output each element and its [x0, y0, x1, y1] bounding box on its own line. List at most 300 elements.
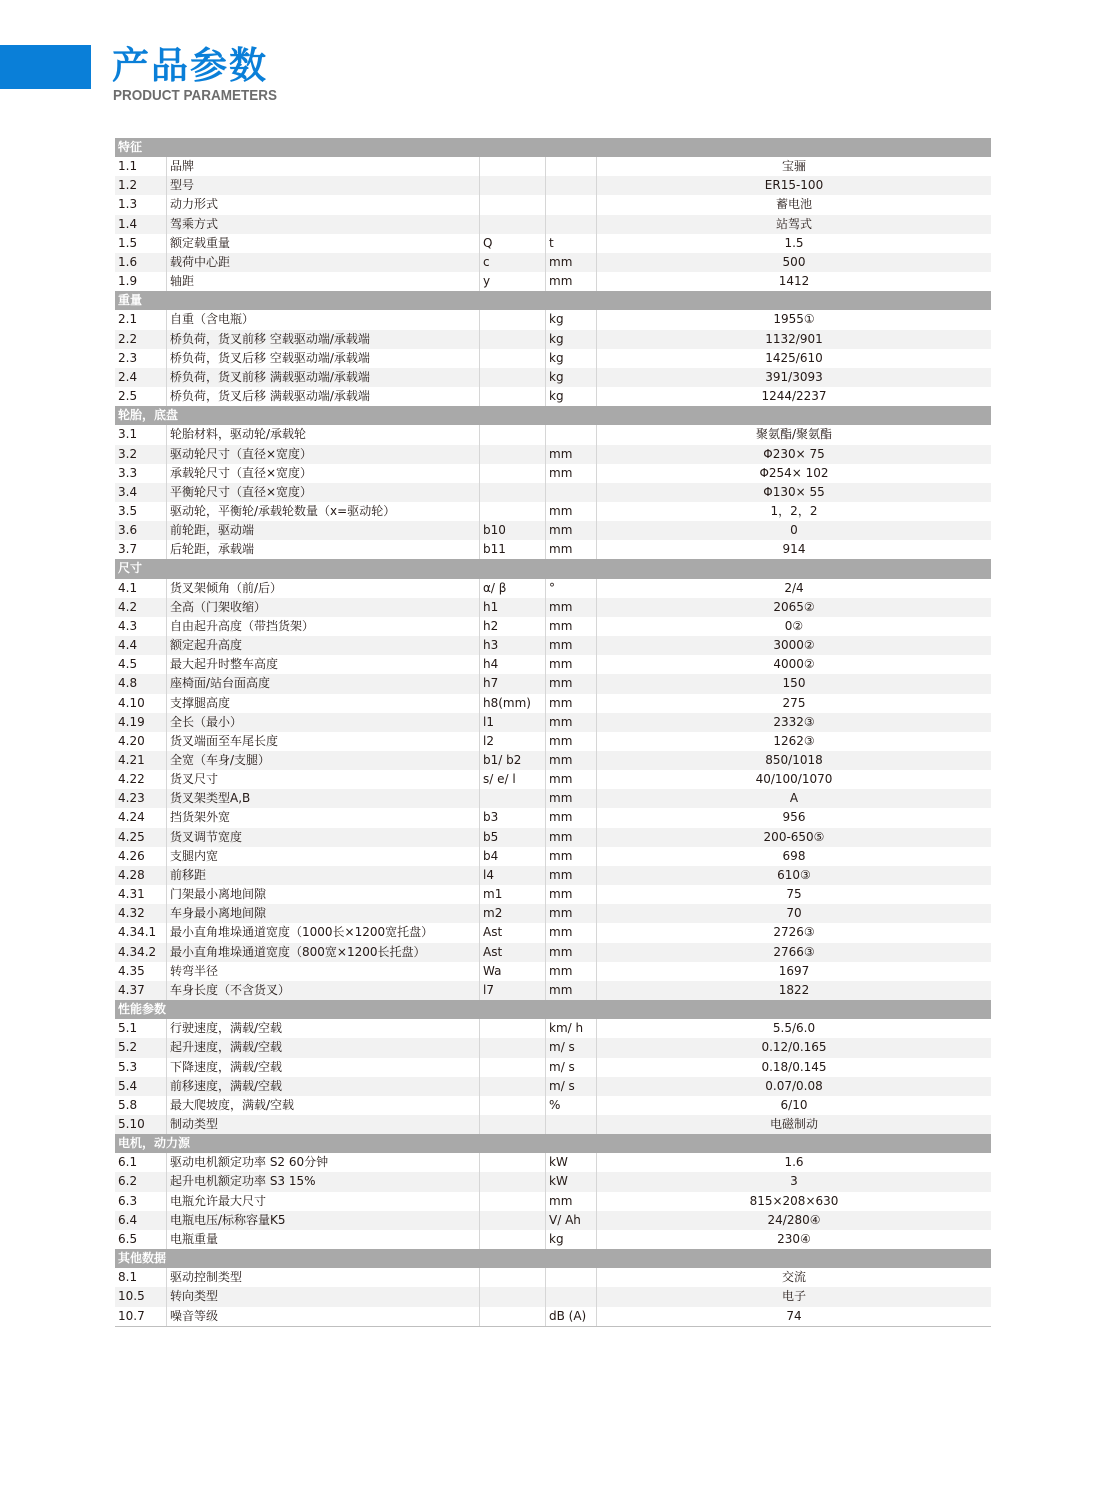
row-value: 230④ — [596, 1230, 991, 1249]
row-symbol — [479, 1038, 545, 1057]
row-unit: mm — [545, 253, 596, 272]
row-value: 1244/2237 — [596, 387, 991, 406]
row-name: 最小直角堆垛通道宽度（800宽×1200长托盘） — [166, 943, 479, 962]
row-number: 10.7 — [118, 1308, 145, 1323]
row-value: 850/1018 — [596, 751, 991, 770]
row-symbol: l4 — [479, 866, 545, 885]
table-row — [115, 368, 991, 387]
row-name: 动力形式 — [166, 195, 479, 214]
row-symbol: Wa — [479, 962, 545, 981]
row-name: 载荷中心距 — [166, 253, 479, 272]
row-unit: kg — [545, 349, 596, 368]
row-name: 电瓶允许最大尺寸 — [166, 1192, 479, 1211]
row-number: 5.1 — [118, 1021, 138, 1036]
row-unit — [545, 215, 596, 234]
section-header — [115, 138, 991, 157]
row-number: 2.1 — [118, 312, 138, 327]
row-value: ER15-100 — [596, 176, 991, 195]
table-row — [115, 387, 991, 406]
row-value: 1.6 — [596, 1153, 991, 1172]
row-name: 货叉端面至车尾长度 — [166, 732, 479, 751]
page-title: 产品参数 — [112, 44, 268, 87]
row-symbol — [479, 157, 545, 176]
table-row — [115, 1077, 991, 1096]
row-name: 货叉尺寸 — [166, 770, 479, 789]
row-symbol — [479, 195, 545, 214]
table-row — [115, 1307, 991, 1326]
row-symbol — [479, 1307, 545, 1326]
row-value: Φ130× 55 — [596, 483, 991, 502]
table-row — [115, 1115, 991, 1134]
row-symbol: b3 — [479, 808, 545, 827]
table-row — [115, 636, 991, 655]
row-unit: mm — [545, 636, 596, 655]
row-name: 起升速度，满载/空载 — [166, 1038, 479, 1057]
row-number: 4.37 — [118, 982, 145, 997]
table-row — [115, 195, 991, 214]
row-value: 24/280④ — [596, 1211, 991, 1230]
row-unit — [545, 1268, 596, 1287]
row-number: 2.4 — [118, 369, 138, 384]
table-row — [115, 943, 991, 962]
table-row — [115, 157, 991, 176]
row-value: 1822 — [596, 981, 991, 1000]
row-value: 蓄电池 — [596, 195, 991, 214]
row-number: 4.26 — [118, 848, 145, 863]
row-name: 平衡轮尺寸（直径×宽度） — [166, 483, 479, 502]
table-row — [115, 1287, 991, 1306]
row-unit: m/ s — [545, 1058, 596, 1077]
row-value: 2/4 — [596, 579, 991, 598]
row-symbol: Ast — [479, 923, 545, 942]
row-unit: mm — [545, 808, 596, 827]
row-value: 815×208×630 — [596, 1192, 991, 1211]
row-number: 8.1 — [118, 1270, 138, 1285]
row-name: 货叉调节宽度 — [166, 828, 479, 847]
row-name: 下降速度，满载/空载 — [166, 1058, 479, 1077]
row-unit — [545, 425, 596, 444]
row-symbol: b5 — [479, 828, 545, 847]
row-number: 1.5 — [118, 235, 138, 250]
row-unit: V/ Ah — [545, 1211, 596, 1230]
row-value: 698 — [596, 847, 991, 866]
section-title: 其他数据 — [118, 1251, 167, 1266]
row-symbol: h8(mm) — [479, 694, 545, 713]
row-unit: mm — [545, 923, 596, 942]
row-value: 1，2，2 — [596, 502, 991, 521]
table-row — [115, 713, 991, 732]
table-row — [115, 234, 991, 253]
row-number: 2.2 — [118, 331, 138, 346]
row-number: 4.1 — [118, 580, 138, 595]
row-symbol — [479, 464, 545, 483]
row-number: 2.5 — [118, 389, 138, 404]
table-row — [115, 770, 991, 789]
row-symbol — [479, 1153, 545, 1172]
row-unit — [545, 1287, 596, 1306]
row-name: 后轮距，承载端 — [166, 540, 479, 559]
table-row — [115, 674, 991, 693]
row-number: 4.19 — [118, 714, 145, 729]
row-symbol — [479, 1077, 545, 1096]
section-title: 电机，动力源 — [118, 1136, 191, 1151]
table-row — [115, 349, 991, 368]
row-symbol — [479, 1268, 545, 1287]
row-name: 制动类型 — [166, 1115, 479, 1134]
row-symbol — [479, 215, 545, 234]
row-value: 1412 — [596, 272, 991, 291]
row-unit: mm — [545, 789, 596, 808]
table-row — [115, 215, 991, 234]
table-row — [115, 904, 991, 923]
row-value: 75 — [596, 885, 991, 904]
row-unit: ° — [545, 579, 596, 598]
row-value: 914 — [596, 540, 991, 559]
row-number: 3.6 — [118, 523, 138, 538]
row-unit: mm — [545, 445, 596, 464]
row-symbol: l2 — [479, 732, 545, 751]
row-name: 全高（门架收缩） — [166, 598, 479, 617]
row-name: 电瓶重量 — [166, 1230, 479, 1249]
row-value: 3 — [596, 1172, 991, 1191]
row-number: 4.8 — [118, 676, 138, 691]
row-name: 桥负荷，货叉后移 满载驱动端/承载端 — [166, 387, 479, 406]
row-symbol — [479, 368, 545, 387]
row-unit — [545, 483, 596, 502]
row-name: 自重（含电瓶） — [166, 310, 479, 329]
row-name: 驱动电机额定功率 S2 60分钟 — [166, 1153, 479, 1172]
row-value: 391/3093 — [596, 368, 991, 387]
table-row — [115, 789, 991, 808]
table-row — [115, 425, 991, 444]
row-symbol: α/ β — [479, 579, 545, 598]
row-symbol: Ast — [479, 943, 545, 962]
row-number: 4.34.2 — [118, 944, 157, 959]
row-symbol — [479, 1287, 545, 1306]
row-number: 6.2 — [118, 1174, 138, 1189]
row-number: 1.1 — [118, 159, 138, 174]
row-name: 电瓶电压/标称容量K5 — [166, 1211, 479, 1230]
row-name: 车身长度（不含货叉） — [166, 981, 479, 1000]
table-row — [115, 1211, 991, 1230]
row-unit: kg — [545, 387, 596, 406]
table-row — [115, 923, 991, 942]
table-row — [115, 1192, 991, 1211]
row-symbol — [479, 789, 545, 808]
row-value: 电磁制动 — [596, 1115, 991, 1134]
table-row — [115, 521, 991, 540]
row-name: 额定起升高度 — [166, 636, 479, 655]
table-row — [115, 176, 991, 195]
row-name: 支撑腿高度 — [166, 694, 479, 713]
row-name: 驱动轮，平衡轮/承载轮数量（x=驱动轮） — [166, 502, 479, 521]
row-value: 150 — [596, 674, 991, 693]
row-number: 6.4 — [118, 1212, 138, 1227]
row-name: 挡货架外宽 — [166, 808, 479, 827]
row-name: 座椅面/站台面高度 — [166, 674, 479, 693]
table-row — [115, 1058, 991, 1077]
row-symbol — [479, 1230, 545, 1249]
row-unit: mm — [545, 521, 596, 540]
row-unit: mm — [545, 674, 596, 693]
row-number: 6.1 — [118, 1155, 138, 1170]
section-header — [115, 1134, 991, 1153]
row-symbol: s/ e/ l — [479, 770, 545, 789]
row-value: 40/100/1070 — [596, 770, 991, 789]
row-unit: m/ s — [545, 1077, 596, 1096]
row-number: 5.2 — [118, 1040, 138, 1055]
row-number: 4.10 — [118, 695, 145, 710]
row-name: 桥负荷，货叉后移 空载驱动端/承载端 — [166, 349, 479, 368]
row-name: 桥负荷，货叉前移 满载驱动端/承载端 — [166, 368, 479, 387]
row-unit: kg — [545, 310, 596, 329]
row-unit: mm — [545, 655, 596, 674]
row-unit: kW — [545, 1153, 596, 1172]
table-row — [115, 1268, 991, 1287]
row-unit: km/ h — [545, 1019, 596, 1038]
row-name: 轮胎材料，驱动轮/承载轮 — [166, 425, 479, 444]
row-unit: kg — [545, 330, 596, 349]
row-value: 74 — [596, 1307, 991, 1326]
row-symbol — [479, 483, 545, 502]
row-unit — [545, 176, 596, 195]
row-unit: mm — [545, 713, 596, 732]
row-number: 4.3 — [118, 618, 138, 633]
row-name: 承载轮尺寸（直径×宽度） — [166, 464, 479, 483]
row-value: 4000② — [596, 655, 991, 674]
row-name: 轴距 — [166, 272, 479, 291]
table-row — [115, 617, 991, 636]
row-number: 4.28 — [118, 867, 145, 882]
table-row — [115, 1172, 991, 1191]
row-symbol: h3 — [479, 636, 545, 655]
row-unit: mm — [545, 828, 596, 847]
row-unit — [545, 157, 596, 176]
section-header — [115, 1000, 991, 1019]
row-name: 全长（最小） — [166, 713, 479, 732]
section-title: 重量 — [118, 293, 143, 308]
table-row — [115, 655, 991, 674]
row-name: 转弯半径 — [166, 962, 479, 981]
section-header — [115, 291, 991, 310]
table-row — [115, 464, 991, 483]
section-header — [115, 559, 991, 578]
row-number: 4.24 — [118, 810, 145, 825]
row-unit: kg — [545, 1230, 596, 1249]
table-row — [115, 483, 991, 502]
row-symbol — [479, 1058, 545, 1077]
row-symbol: b11 — [479, 540, 545, 559]
row-unit: mm — [545, 885, 596, 904]
row-value: 275 — [596, 694, 991, 713]
row-unit: mm — [545, 272, 596, 291]
row-symbol: h2 — [479, 617, 545, 636]
row-value: 站驾式 — [596, 215, 991, 234]
row-name: 驾乘方式 — [166, 215, 479, 234]
table-row — [115, 885, 991, 904]
row-value: 宝骊 — [596, 157, 991, 176]
table-row — [115, 808, 991, 827]
row-number: 4.20 — [118, 733, 145, 748]
section-header — [115, 1249, 991, 1268]
row-number: 4.21 — [118, 753, 145, 767]
row-number: 3.2 — [118, 446, 138, 461]
row-unit: % — [545, 1096, 596, 1115]
row-unit: mm — [545, 732, 596, 751]
row-value: 0.07/0.08 — [596, 1077, 991, 1096]
row-unit: mm — [545, 981, 596, 1000]
row-number: 1.9 — [118, 274, 138, 289]
row-value: 2065② — [596, 598, 991, 617]
row-value: 2726③ — [596, 923, 991, 942]
row-value: 0.12/0.165 — [596, 1038, 991, 1057]
table-row — [115, 579, 991, 598]
row-name: 驱动轮尺寸（直径×宽度） — [166, 445, 479, 464]
row-number: 1.2 — [118, 178, 138, 193]
row-name: 货叉架倾角（前/后） — [166, 579, 479, 598]
table-row — [115, 847, 991, 866]
table-row — [115, 828, 991, 847]
row-name: 转向类型 — [166, 1287, 479, 1306]
row-value: 5.5/6.0 — [596, 1019, 991, 1038]
row-value: 2766③ — [596, 943, 991, 962]
row-symbol: l1 — [479, 713, 545, 732]
row-unit: mm — [545, 540, 596, 559]
row-unit: mm — [545, 943, 596, 962]
row-value: Φ230× 75 — [596, 445, 991, 464]
section-header — [115, 406, 991, 425]
row-unit: kg — [545, 368, 596, 387]
row-value: 0.18/0.145 — [596, 1058, 991, 1077]
row-symbol: h7 — [479, 674, 545, 693]
row-value: 610③ — [596, 866, 991, 885]
table-row — [115, 310, 991, 329]
row-value: 1955① — [596, 310, 991, 329]
row-symbol: b1/ b2 — [479, 751, 545, 770]
row-name: 额定载重量 — [166, 234, 479, 253]
row-unit: kW — [545, 1172, 596, 1191]
row-number: 4.5 — [118, 657, 138, 672]
row-symbol — [479, 1211, 545, 1230]
row-unit: mm — [545, 904, 596, 923]
row-number: 3.1 — [118, 427, 138, 442]
row-number: 5.3 — [118, 1059, 138, 1074]
page-subtitle: PRODUCT PARAMETERS — [113, 87, 278, 104]
row-value: 1262③ — [596, 732, 991, 751]
row-name: 型号 — [166, 176, 479, 195]
row-name: 货叉架类型A,B — [166, 789, 479, 808]
row-number: 4.34.1 — [118, 925, 157, 940]
row-value: 1132/901 — [596, 330, 991, 349]
row-value: 70 — [596, 904, 991, 923]
row-unit: mm — [545, 502, 596, 521]
row-name: 门架最小离地间隙 — [166, 885, 479, 904]
row-symbol: b10 — [479, 521, 545, 540]
row-value: 0 — [596, 521, 991, 540]
table-row — [115, 866, 991, 885]
row-name: 品牌 — [166, 157, 479, 176]
row-symbol — [479, 310, 545, 329]
row-symbol — [479, 349, 545, 368]
row-symbol — [479, 1096, 545, 1115]
row-symbol — [479, 445, 545, 464]
row-symbol: h4 — [479, 655, 545, 674]
row-name: 前移距 — [166, 866, 479, 885]
row-number: 3.5 — [118, 503, 138, 518]
row-number: 5.8 — [118, 1097, 138, 1112]
row-unit: dB (A) — [545, 1307, 596, 1326]
row-symbol — [479, 1192, 545, 1211]
row-value: 1697 — [596, 962, 991, 981]
section-title: 性能参数 — [118, 1002, 167, 1017]
row-number: 5.10 — [118, 1116, 145, 1131]
row-unit — [545, 1115, 596, 1134]
section-title: 尺寸 — [118, 561, 143, 576]
row-unit — [545, 195, 596, 214]
spec-table — [115, 138, 991, 1327]
row-number: 6.5 — [118, 1231, 138, 1246]
row-symbol — [479, 425, 545, 444]
row-name: 支腿内宽 — [166, 847, 479, 866]
row-symbol — [479, 502, 545, 521]
row-number: 4.32 — [118, 906, 145, 921]
row-number: 1.4 — [118, 216, 138, 231]
row-symbol: l7 — [479, 981, 545, 1000]
row-value: 电子 — [596, 1287, 991, 1306]
row-symbol — [479, 387, 545, 406]
row-unit: mm — [545, 962, 596, 981]
row-number: 3.3 — [118, 465, 138, 480]
table-row — [115, 962, 991, 981]
row-name: 自由起升高度（带挡货架） — [166, 617, 479, 636]
row-value: 1.5 — [596, 234, 991, 253]
row-symbol: m2 — [479, 904, 545, 923]
row-name: 桥负荷，货叉前移 空载驱动端/承载端 — [166, 330, 479, 349]
row-value: 2332③ — [596, 713, 991, 732]
row-value: A — [596, 789, 991, 808]
row-value: 聚氨酯/聚氨酯 — [596, 425, 991, 444]
row-number: 6.3 — [118, 1193, 138, 1208]
row-symbol — [479, 330, 545, 349]
table-row — [115, 1153, 991, 1172]
row-number: 4.22 — [118, 772, 145, 787]
table-row — [115, 732, 991, 751]
row-symbol — [479, 176, 545, 195]
section-title: 轮胎，底盘 — [118, 408, 179, 423]
section-title: 特征 — [118, 140, 143, 154]
row-value: 1425/610 — [596, 349, 991, 368]
row-value: Φ254× 102 — [596, 464, 991, 483]
row-number: 1.6 — [118, 254, 138, 269]
row-number: 4.4 — [118, 638, 138, 653]
row-value: 200-650⑤ — [596, 828, 991, 847]
row-number: 4.25 — [118, 829, 145, 844]
row-number: 2.3 — [118, 350, 138, 365]
row-unit: mm — [545, 847, 596, 866]
row-name: 前轮距，驱动端 — [166, 521, 479, 540]
table-row — [115, 502, 991, 521]
row-name: 噪音等级 — [166, 1307, 479, 1326]
table-row — [115, 272, 991, 291]
row-unit: mm — [545, 694, 596, 713]
row-name: 最小直角堆垛通道宽度（1000长×1200宽托盘） — [166, 923, 479, 942]
table-row — [115, 598, 991, 617]
row-value: 3000② — [596, 636, 991, 655]
row-unit: mm — [545, 617, 596, 636]
row-unit: mm — [545, 1192, 596, 1211]
row-unit: t — [545, 234, 596, 253]
row-name: 起升电机额定功率 S3 15% — [166, 1172, 479, 1191]
